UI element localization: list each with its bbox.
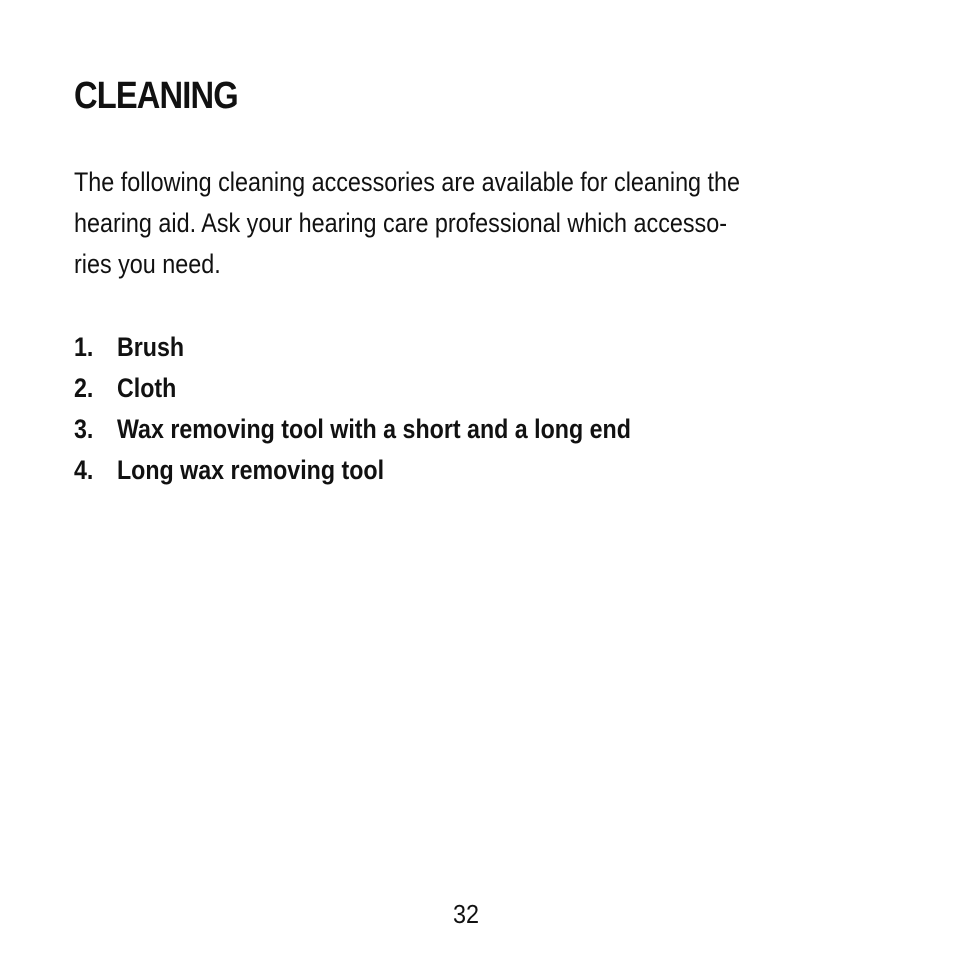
item-label: Cloth [117,373,177,403]
page-title: CLEANING [74,75,238,117]
intro-line: The following cleaning accessories are available for cleaning the [74,167,741,197]
intro-line: ries you need. [74,249,221,279]
item-label: Long wax removing tool [117,455,385,485]
item-number: 1. [74,332,94,362]
item-number: 3. [74,414,94,444]
item-number: 4. [74,455,94,485]
intro-paragraph [74,162,858,285]
accessory-item-cloth [74,368,631,409]
accessory-item-brush [74,327,631,368]
accessory-item-long-wax-tool [74,450,631,491]
item-label: Wax removing tool with a short and a long end [117,414,631,444]
page-number: 32 [452,899,480,929]
accessory-item-wax-tool [74,409,631,450]
item-number: 2. [74,373,94,403]
intro-line: hearing aid. Ask your hearing care professional which accesso- [74,208,727,238]
item-label: Brush [117,332,185,362]
accessory-list [74,327,722,491]
